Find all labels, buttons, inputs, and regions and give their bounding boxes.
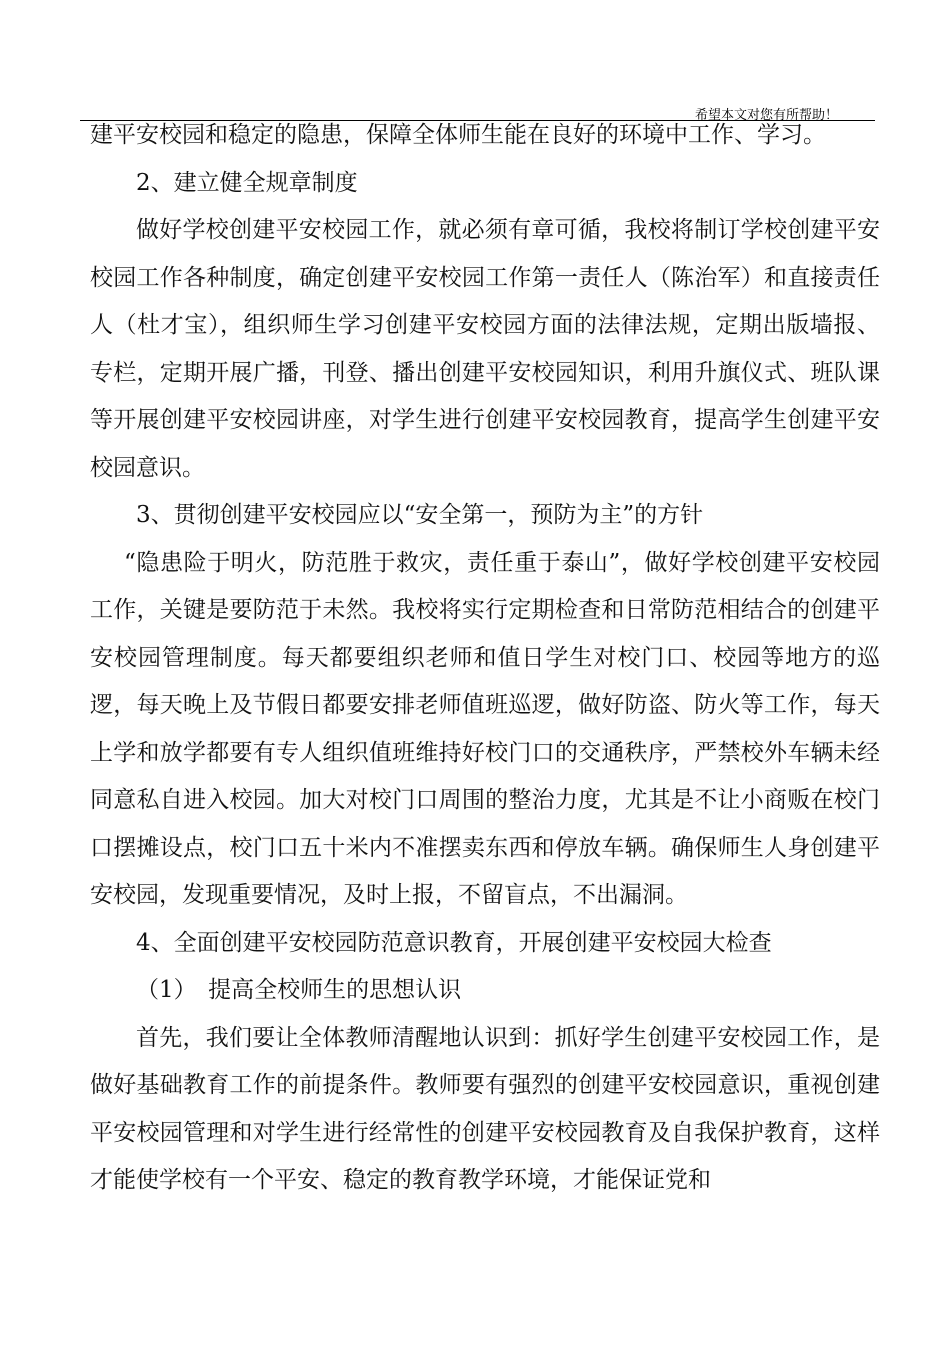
section-heading-4: 4、全面创建平安校园防范意识教育，开展创建平安校园大检查 (136, 929, 772, 956)
section-heading-3: 3、贯彻创建平安校园应以“安全第一，预防为主”的方针 (136, 502, 704, 528)
document-body (90, 112, 880, 1205)
paragraph-awareness: 首先，我们要让全体教师清醒地认识到：抓好学生创建平安校园工作，是做好基础教育工作的前提条件。教师要有强烈的创建平安校园意识，重视创建平安校园管理和对学生进行经常性的创建平安校园教育及自我保护教育，这样才能使学校有一个平安、稳定的教育教学环境，才能保证党和 (90, 1024, 880, 1193)
page-header-note: 希望本文对您有所帮助！ (694, 108, 838, 123)
paragraph-rules: 做好学校创建平安校园工作，就必须有章可循，我校将制订学校创建平安校园工作各种制度，确定创建平安校园工作第一责任人（陈治军）和直接责任人（杜才宝），组织师生学习创建平安校园方面的法律法规，定期出版墙报、专栏，定期开展广播，刊登、播出创建平安校园知识，利用升旗仪式、班队课等开展创建平安校园讲座，对学生进行创建平安校园教育，提高学生创建平安校园意识。 (90, 217, 880, 481)
paragraph-prevention: “隐患险于明火，防范胜于救灾，责任重于泰山”，做好学校创建平安校园工作，关键是要防范于未然。我校将实行定期检查和日常防范相结合的创建平安校园管理制度。每天都要组织老师和值日学生对校门口、校园等地方的巡逻，每天晚上及节假日都要安排老师值班巡逻，做好防盗、防火等工作，每天上学和放学都要有专人组织值班维持好校门口的交通秩序，严禁校外车辆未经同意私自进入校园。加大对校门口周围的整治力度，尤其是不让小商贩在校门口摆摊设点，校门口五十米内不准摆卖东西和停放车辆。确保师生人身创建平安校园，发现重要情况，及时上报，不留盲点，不出漏洞。 (90, 549, 880, 908)
section-heading-2: 2、建立健全规章制度 (136, 169, 358, 196)
subsection-heading-1: （1） 提高全校师生的思想认识 (136, 977, 462, 1003)
paragraph-continuation: 建平安校园和稳定的隐患，保障全体师生能在良好的环境中工作、学习。 (90, 122, 826, 148)
